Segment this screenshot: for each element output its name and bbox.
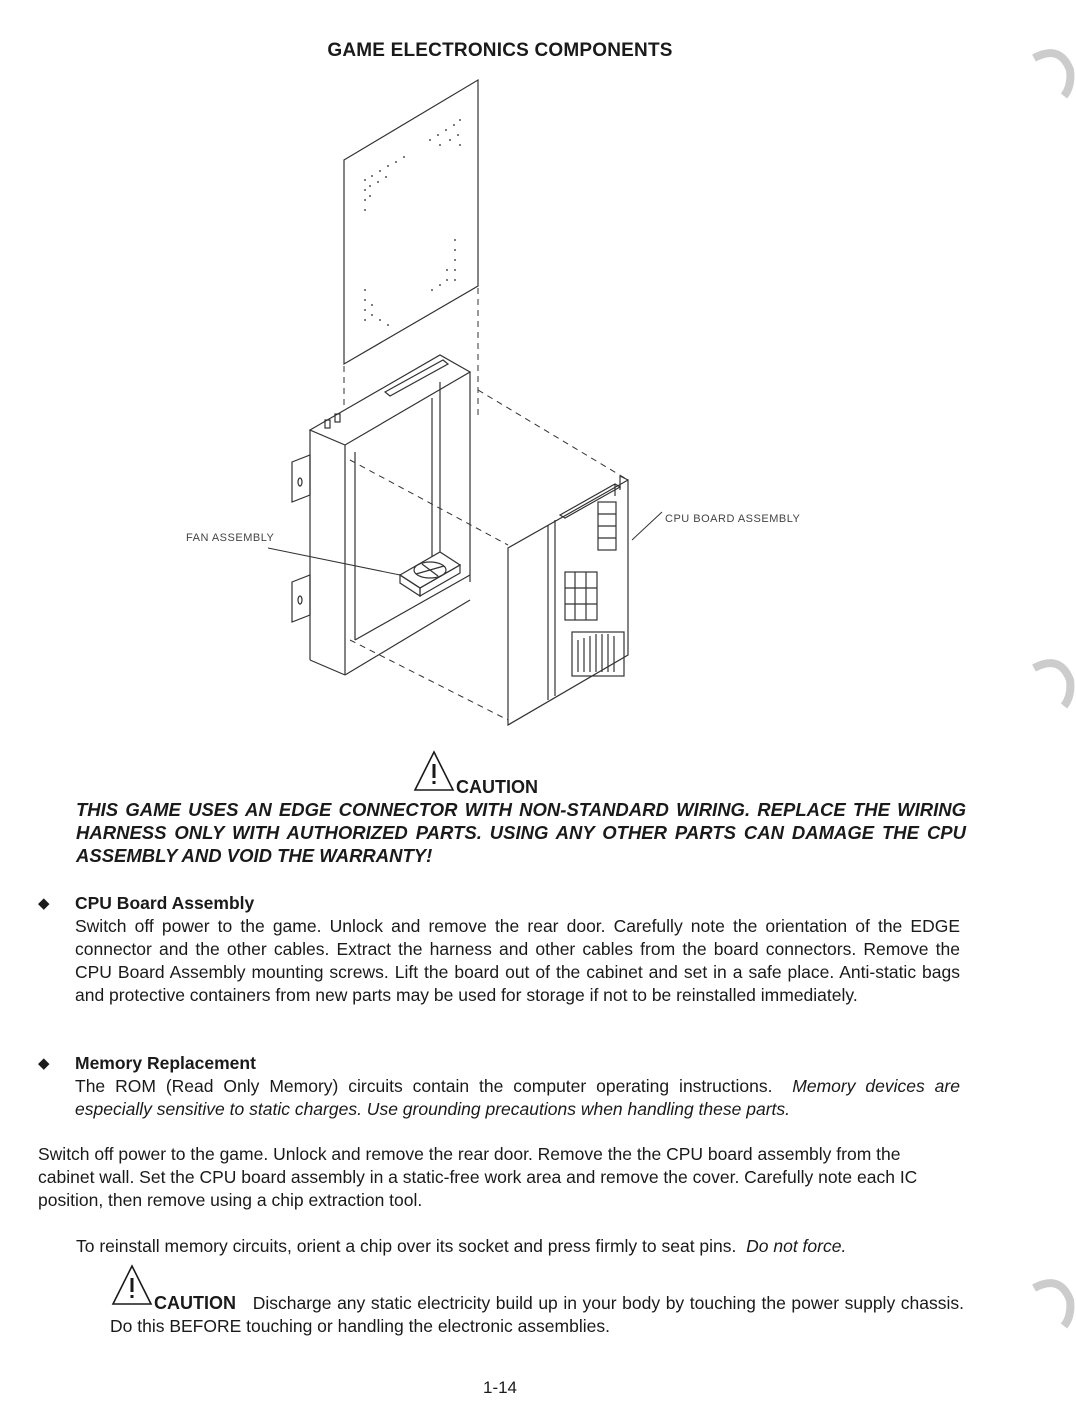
cabinet-box <box>292 355 470 675</box>
memory-heading: Memory Replacement <box>75 1053 256 1073</box>
page-number: 1-14 <box>482 1378 518 1397</box>
memory-body <box>75 1075 960 1121</box>
caution-discharge-label: CAUTION <box>154 1293 236 1313</box>
reinstall-italic: Do not force. <box>746 1236 847 1256</box>
caution-discharge-block <box>110 1292 964 1338</box>
reinstall-paragraph <box>76 1235 966 1258</box>
memory-body-italic: Memory devices are especially sensitive to static charges. Use grounding precautions when handling these parts. <box>75 1076 960 1119</box>
binder-hole-mark <box>1030 1270 1076 1330</box>
cpu-board-body: Switch off power to the game. Unlock and remove the rear door. Carefully note the orientation of the EDGE connector and the other cables. Extract the harness and other cables from the board connectors. Remove the CPU Board Assembly mounting screws. Lift the board out of the cabinet and set in a safe place. Anti-static bags and protective containers from new parts may be used for storage if not to be reinstalled immediately. <box>75 916 960 1005</box>
caution-main-text: THIS GAME USES AN EDGE CONNECTOR WITH NON-STANDARD WIRING. REPLACE THE WIRING HARNESS ONLY WITH AUTHORIZED PARTS. USING ANY OTHER PARTS CAN DAMAGE THE CPU ASSEMBLY AND VOID THE WARRANTY! <box>76 799 966 866</box>
cpu-board-section <box>38 892 968 1007</box>
warning-triangle-icon <box>110 1264 154 1308</box>
caution-discharge-text-wrap <box>110 1292 964 1338</box>
diamond-bullet-icon: ◆ <box>38 895 50 912</box>
cpu-board <box>508 476 628 725</box>
caution-main-label: CAUTION <box>456 777 538 797</box>
caution-discharge-text: Discharge any static electricity build up in your body by touching the power supply chassis. Do this BEFORE touching or handling the electronic assemblies. <box>110 1293 964 1336</box>
page-title: GAME ELECTRONICS COMPONENTS <box>327 40 673 61</box>
diamond-bullet-icon: ◆ <box>38 1055 50 1072</box>
memory-body-text: The ROM (Read Only Memory) circuits contain the computer operating instructions. <box>75 1076 773 1096</box>
fan-assembly <box>400 552 460 596</box>
binder-hole-mark <box>1030 650 1076 710</box>
binder-hole-mark <box>1030 40 1076 100</box>
cpu-board-assembly-label: CPU BOARD ASSEMBLY <box>665 513 801 525</box>
reinstall-text: To reinstall memory circuits, orient a chip over its socket and press firmly to seat pins. <box>76 1236 737 1256</box>
warning-triangle-icon <box>412 750 456 794</box>
removal-paragraph: Switch off power to the game. Unlock and remove the rear door. Remove the the CPU board assembly from the cabinet wall. Set the CPU board assembly in a static-free work area and remove the cover. Carefully note each IC position, then remove using a chip extraction tool. <box>38 1144 918 1210</box>
memory-section <box>38 1052 968 1121</box>
fan-assembly-label: FAN ASSEMBLY <box>186 532 275 544</box>
cpu-cover-plate <box>344 80 478 364</box>
cpu-board-heading: CPU Board Assembly <box>75 893 255 913</box>
